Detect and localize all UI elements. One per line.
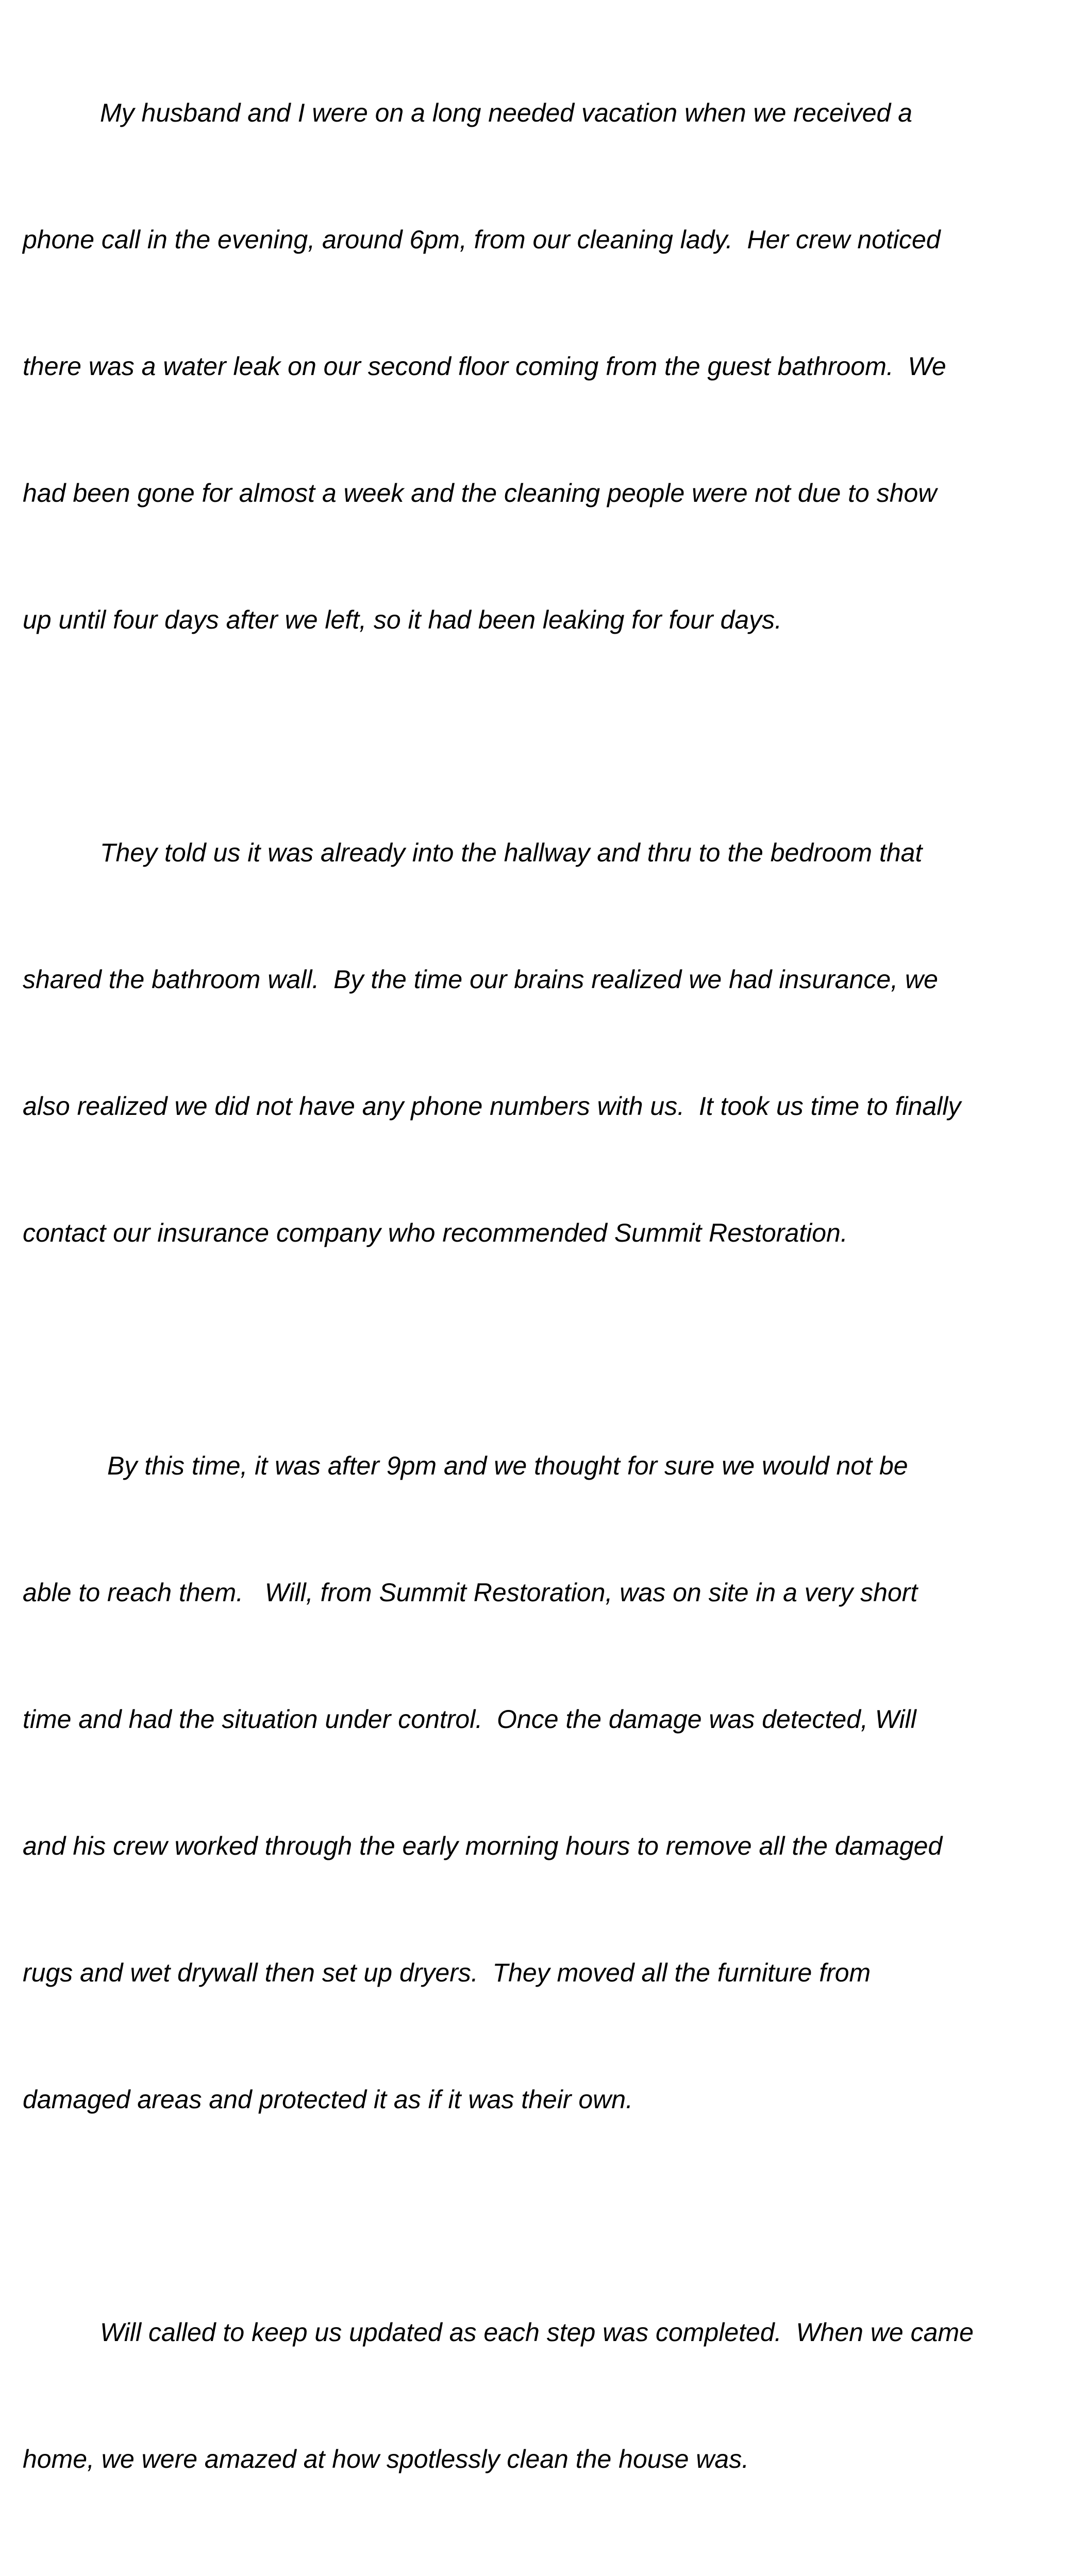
paragraph-line: contact our insurance company who recommended Summit Restoration. — [23, 1218, 848, 1247]
paragraph-vacation-leak — [23, 7, 1054, 725]
paragraph-line: My husband and I were on a long needed vacation when we received a — [100, 98, 913, 127]
paragraph-line: phone call in the evening, around 6pm, from our cleaning lady. Her crew noticed — [23, 225, 941, 254]
paragraph-line: By this time, it was after 9pm and we thought for sure we would not be — [107, 1451, 908, 1480]
paragraph-updates — [23, 2227, 1054, 2565]
paragraph-line: damaged areas and protected it as if it was their own. — [23, 2085, 633, 2114]
paragraph-line: time and had the situation under control. Once the damage was detected, Will — [23, 1705, 916, 1734]
paragraph-line: Will called to keep us updated as each step was completed. When we came — [100, 2318, 974, 2347]
paragraph-line: up until four days after we left, so it had been leaking for four days. — [23, 605, 782, 634]
testimonial-letter — [23, 7, 1054, 2576]
paragraph-insurance — [23, 747, 1054, 1338]
paragraph-response — [23, 1360, 1054, 2205]
paragraph-line: home, we were amazed at how spotlessly clean the house was. — [23, 2445, 749, 2473]
paragraph-line: had been gone for almost a week and the cleaning people were not due to show — [23, 479, 937, 507]
paragraph-line: also realized we did not have any phone numbers with us. It took us time to finally — [23, 1092, 961, 1121]
paragraph-line: and his crew worked through the early morning hours to remove all the damaged — [23, 1832, 943, 1860]
paragraph-line: there was a water leak on our second floor coming from the guest bathroom. We — [23, 352, 946, 381]
paragraph-line: able to reach them. Will, from Summit Restoration, was on site in a very short — [23, 1578, 918, 1607]
paragraph-line: rugs and wet drywall then set up dryers. They moved all the furniture from — [23, 1958, 871, 1987]
paragraph-line: shared the bathroom wall. By the time our brains realized we had insurance, we — [23, 965, 938, 994]
paragraph-line: They told us it was already into the hallway and thru to the bedroom that — [100, 838, 923, 867]
